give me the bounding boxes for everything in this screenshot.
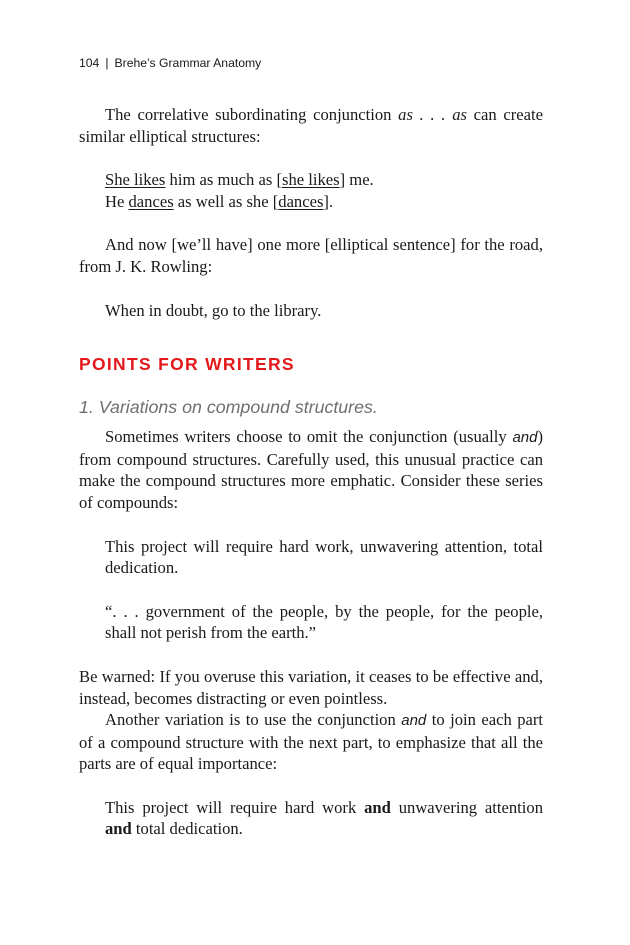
example-line — [105, 191, 543, 213]
example-text: as well as she [ — [173, 191, 279, 211]
example-text: “. . . government of the people, by the people, for the people, shall not perish from the earth.” — [105, 601, 543, 643]
paragraph-text: The correlative subordinating conjunction — [105, 105, 399, 124]
running-head — [79, 55, 543, 71]
paragraph-text: Another variation is to use the conjunction — [105, 710, 402, 730]
example-text: This project will require hard work, unwavering attention, total dedication. — [105, 536, 543, 578]
bold-and: and — [105, 819, 132, 839]
paragraph-text: can create similar elliptical structures: — [79, 105, 543, 146]
example-project-asyndeton — [105, 536, 543, 579]
paragraph-warning: Be warned: If you overuse this variation, it ceases to be effective and, instead, becomes distracting or even pointless. — [79, 666, 543, 708]
example-gettysburg-quote — [105, 601, 543, 644]
term-and: and — [401, 712, 427, 730]
underlined-subject-verb: She likes — [105, 170, 166, 190]
paragraph-rowling-intro: And now [we’ll have] one more [elliptical sentence] for the road, from J. K. Rowling: — [79, 235, 543, 276]
example-text: unwavering attention — [390, 797, 543, 817]
paragraph-text: Sometimes writers choose to omit the conjunction (usually — [105, 427, 513, 447]
example-line — [105, 169, 543, 191]
example-text: This project will require hard work — [105, 797, 365, 817]
page-number: 104 — [79, 56, 100, 70]
example-text: ] me. — [339, 170, 374, 190]
term-as-as: as . . . as — [398, 105, 467, 124]
paragraph-omit-conjunction — [79, 426, 543, 513]
paragraph-text: to join each part of a compound structure with the next part, to emphasize that all the parts are of equal importance: — [79, 710, 543, 774]
paragraph-text: ) from compound structures. Carefully used, this unusual practice can make the compound structures more emphatic. Consider these series of compounds: — [79, 427, 543, 512]
example-rowling-quote — [105, 300, 543, 322]
example-elliptical-as — [105, 169, 543, 212]
example-text: him as much as [ — [165, 170, 282, 190]
paragraph-polysyndeton — [79, 709, 543, 775]
example-text — [105, 797, 543, 840]
underlined-verb: dances — [128, 191, 174, 211]
example-text: ]. — [323, 191, 334, 211]
example-line: When in doubt, go to the library. — [105, 300, 322, 320]
paragraph-correlative — [79, 104, 543, 147]
book-title: Brehe’s Grammar Anatomy — [114, 56, 262, 70]
section-heading: POINTS FOR WRITERS — [79, 354, 295, 375]
example-project-polysyndeton — [105, 797, 543, 840]
example-text: total dedication. — [131, 819, 243, 839]
subsection-heading: 1. Variations on compound structures. — [79, 397, 378, 418]
bold-and: and — [364, 797, 391, 817]
running-head-separator: | — [105, 56, 109, 70]
example-text: He — [105, 191, 129, 211]
underlined-elided-verb: dances — [278, 191, 324, 211]
term-and: and — [512, 429, 538, 447]
underlined-elided-subject-verb: she likes — [282, 170, 340, 190]
